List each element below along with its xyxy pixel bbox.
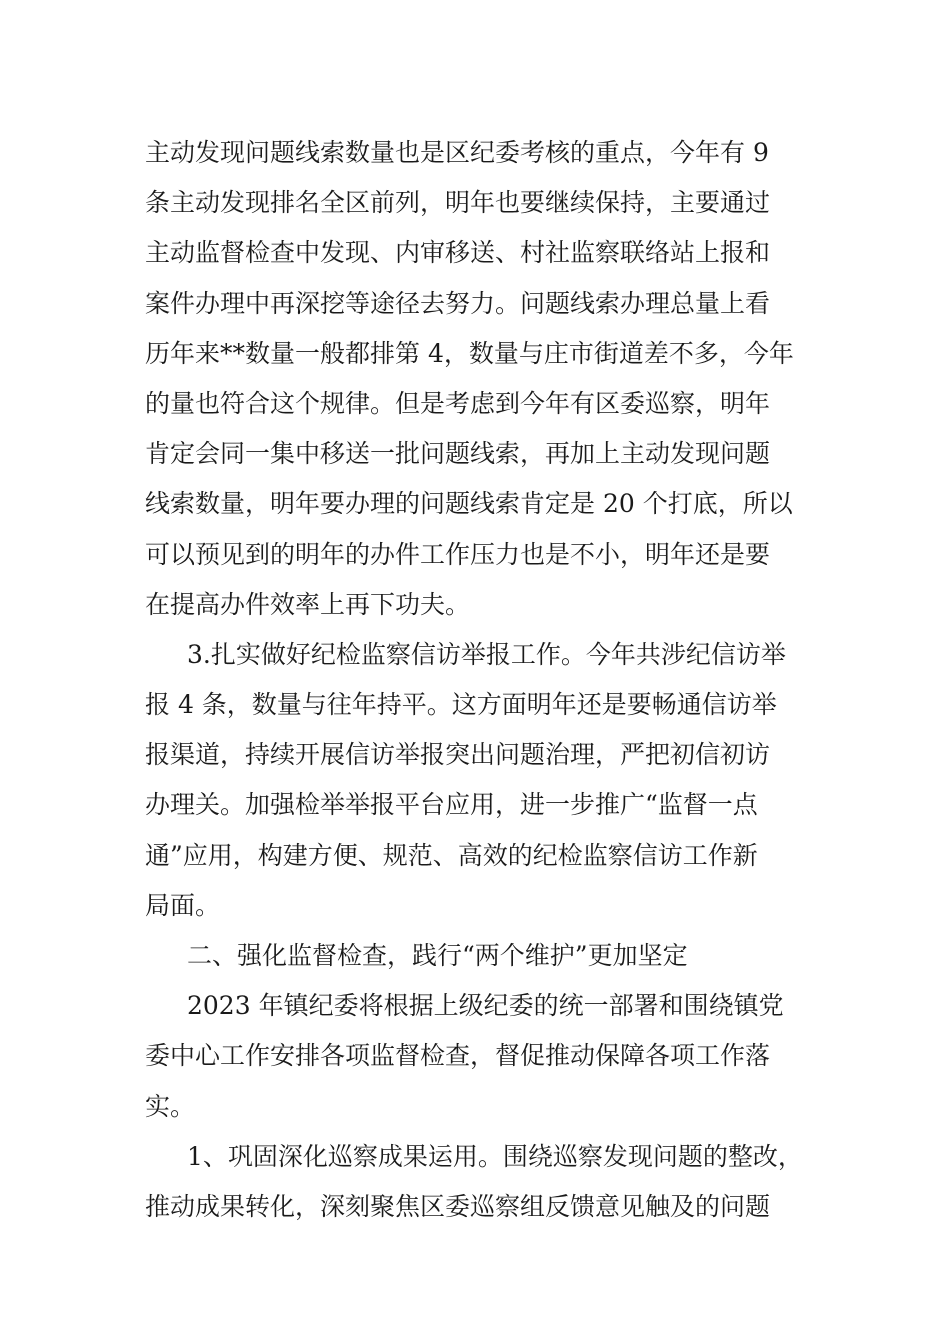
document-body [145, 128, 810, 1232]
text-line: 通”应用，构建方便、规范、高效的纪检监察信访工作新 [145, 840, 758, 870]
text-line: 3.扎实做好纪检监察信访举报工作。今年共涉纪信访举 [187, 639, 786, 669]
text-line: 1、巩固深化巡察成果运用。围绕巡察发现问题的整改， [187, 1141, 803, 1171]
text-line: 历年来**数量一般都排第 4，数量与庄市街道差不多，今年 [145, 338, 794, 368]
text-line: 实。 [145, 1091, 196, 1121]
text-line: 在提高办件效率上再下功夫。 [145, 589, 471, 619]
text-line: 可以预见到的明年的办件工作压力也是不小，明年还是要 [145, 539, 771, 569]
text-line: 主动发现问题线索数量也是区纪委考核的重点，今年有 9 [145, 138, 769, 167]
text-line: 二、强化监督检查，践行“两个维护”更加坚定 [187, 941, 688, 970]
text-line: 主动监督检查中发现、内审移送、村社监察联络站上报和 [145, 238, 771, 268]
text-line: 线索数量，明年要办理的问题线索肯定是 20 个打底，所以 [145, 489, 793, 519]
text-line: 条主动发现排名全区前列，明年也要继续保持，主要通过 [145, 188, 771, 218]
text-line: 推动成果转化，深刻聚焦区委巡察组反馈意见触及的问题 [145, 1191, 771, 1221]
text-line: 肯定会同一集中移送一批问题线索，再加上主动发现问题 [145, 439, 771, 469]
text-line: 的量也符合这个规律。但是考虑到今年有区委巡察，明年 [145, 388, 771, 418]
text-line: 局面。 [145, 890, 221, 920]
text-line: 报渠道，持续开展信访举报突出问题治理，严把初信初访 [145, 740, 771, 770]
text-line: 办理关。加强检举举报平台应用，进一步推广“监督一点 [145, 790, 758, 820]
text-line: 2023 年镇纪委将根据上级纪委的统一部署和围绕镇党 [187, 991, 784, 1021]
text-line: 委中心工作安排各项监督检查，督促推动保障各项工作落 [145, 1041, 771, 1071]
text-line: 案件办理中再深挖等途径去努力。问题线索办理总量上看 [145, 288, 771, 318]
text-line: 报 4 条，数量与往年持平。这方面明年还是要畅通信访举 [145, 690, 777, 720]
